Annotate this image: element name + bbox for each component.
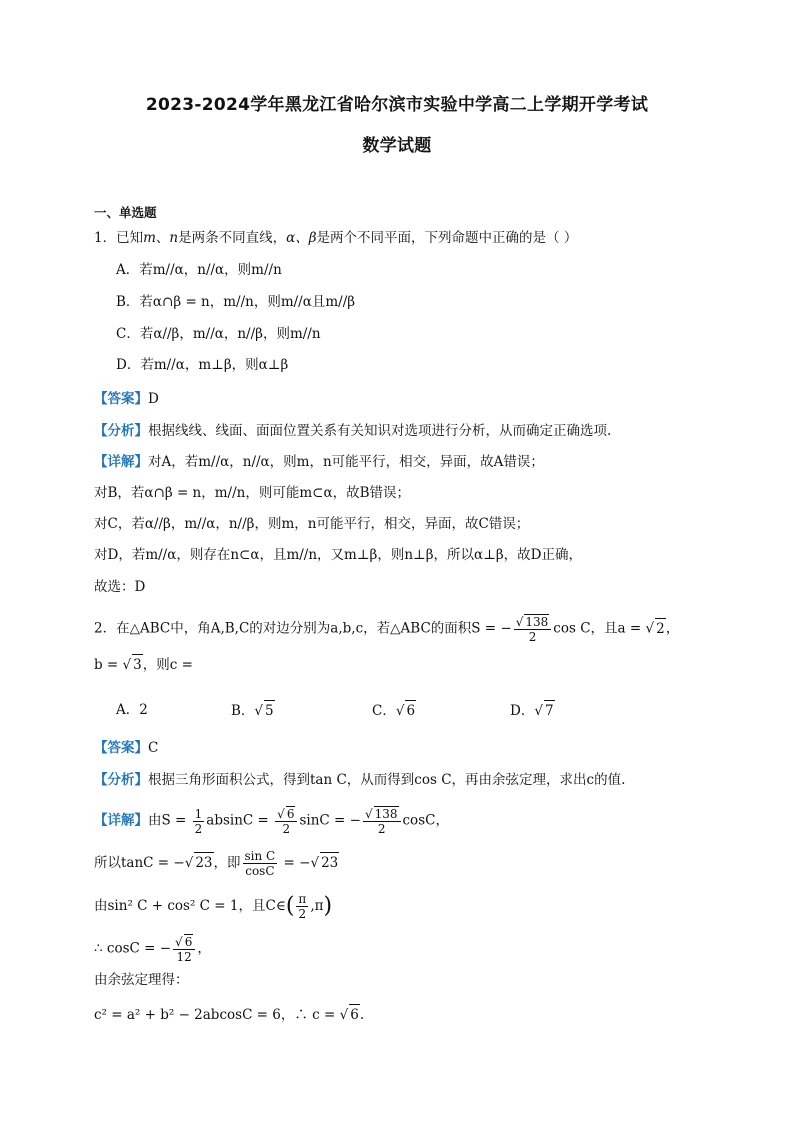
analysis-tag: 【分析】 — [94, 772, 148, 788]
q2-stem: 2．在△ABC中，角A,B,C的对边分别为a,b,c，若△ABC的面积S = − $\frac{√ 138}{2}$ cos C，且a = √ 2， — [94, 615, 680, 644]
q1-analysis — [94, 421, 611, 441]
q1-detail-3: 对C，若α//β，m//α，n//β，则m，n可能平行，相交，异面，故C错误； — [94, 516, 530, 532]
option-label: D． — [510, 703, 535, 719]
q2-stem-part: ， — [665, 620, 680, 637]
frac-numerator: 138 — [525, 615, 549, 629]
q1-option-c: C．若α//β，m//α，n//β，则m//n — [116, 326, 321, 342]
q2-detail-4 — [94, 934, 211, 964]
detail-text: absinC = — [206, 812, 274, 829]
option-label: B． — [231, 703, 255, 719]
answer-value: D — [148, 391, 159, 407]
frac-denominator: cosC — [245, 864, 275, 878]
detail-text: ， — [197, 940, 211, 957]
frac-numerator: 138 — [374, 807, 398, 821]
detail-text: = − — [279, 855, 311, 871]
detail-text: 由sin² C + cos² C = 1，且C∈ — [94, 898, 286, 914]
radicand: 23 — [320, 852, 339, 873]
frac-denominator: 12 — [176, 950, 192, 964]
radicand: 23 — [194, 852, 213, 873]
detail-text: ,π — [310, 898, 324, 914]
q1-stem-part: 是两条不同直线， — [178, 230, 287, 246]
detail-text: 所以tanC = − — [94, 855, 185, 871]
fraction: $\frac{√ 6}{2}$ — [275, 806, 297, 836]
answer-value: C — [148, 740, 159, 756]
detail-text: . — [359, 1007, 365, 1023]
answer-tag: 【答案】 — [94, 391, 148, 407]
q1-stem-part: 1．已知 — [94, 230, 144, 246]
detail-text: sinC = − — [299, 812, 361, 829]
q1-sep: 、 — [155, 230, 170, 246]
q2-area-fraction: $\frac{√ 138}{2}$ — [514, 614, 552, 644]
option-radicand: 5 — [264, 700, 275, 721]
fraction — [296, 892, 308, 921]
q2-b-radicand: 3 — [132, 654, 143, 675]
section-heading: 一、单选题 — [94, 205, 157, 220]
q2-detail-5: 由余弦定理得： — [94, 972, 189, 988]
frac-numerator: sin C — [244, 849, 276, 863]
q1-var-m: m — [143, 230, 156, 246]
q2-a-radicand: 2 — [655, 618, 666, 639]
q2-detail-2: 所以tanC = −√ 23，即 $\frac{\text{sin C}}{\cos C}$ = −√ 23 — [94, 849, 339, 878]
q2-stem-part: b = — [94, 657, 123, 673]
q1-detail-1 — [94, 452, 544, 472]
q2-option-c: C．√ 6 — [372, 700, 416, 721]
q2-detail-3: 由sin² C + cos² C = 1，且C∈( $\frac{\pi}{2}$ ,π) — [94, 892, 333, 921]
q2-stem-line2: b = √ 3，则c = — [94, 654, 193, 675]
q2-analysis — [94, 770, 625, 790]
q1-stem — [94, 228, 577, 248]
q1-stem-part: 是两个不同平面，下列命题中正确的是（ ） — [316, 230, 578, 246]
radicand: 6 — [349, 1004, 360, 1025]
q2-stem-part: 2．在△ABC中，角A,B,C的对边分别为a,b,c，若△ABC的面积S = − — [94, 620, 512, 637]
frac-denominator: 2 — [282, 822, 291, 836]
detail-tag: 【详解】 — [94, 812, 148, 829]
q1-detail-2: 对B，若α∩β = n，m//n，则可能m⊂α，故B错误； — [94, 485, 410, 501]
fraction: $\frac{√ 6}{12}$ — [173, 934, 195, 964]
q1-detail-5: 故选：D — [94, 579, 146, 595]
frac-numerator: 1 — [194, 806, 203, 821]
detail-tag: 【详解】 — [94, 454, 148, 470]
q2-stem-part: ，则c = — [142, 657, 193, 673]
document-subtitle: 数学试题 — [362, 136, 432, 156]
option-radicand: 6 — [405, 700, 416, 721]
detail-text: c² = a² + b² − 2abcosC = 6，∴ c = — [94, 1007, 340, 1023]
q2-option-a: A．2 — [116, 702, 148, 718]
q1-detail-4: 对D，若m//α，则存在n⊂α，且m//n，又m⊥β，则n⊥β，所以α⊥β，故D正确， — [94, 547, 582, 563]
fraction — [193, 807, 205, 836]
q1-option-d: D．若m//α，m⊥β，则α⊥β — [116, 357, 289, 373]
q1-var-planes: α、β — [286, 230, 317, 246]
detail-text: cosC， — [402, 812, 449, 829]
q1-answer — [94, 389, 159, 409]
frac-denominator: 2 — [528, 630, 537, 644]
detail-text: ∴ cosC = − — [94, 940, 172, 957]
q2-option-b: B．√ 5 — [231, 700, 275, 721]
frac-denominator: 2 — [377, 822, 386, 836]
fraction: $\frac{√ 138}{2}$ — [363, 806, 401, 836]
frac-numerator: π — [298, 892, 307, 906]
frac-denominator: 2 — [194, 821, 203, 836]
detail-text: 由S = — [148, 812, 191, 829]
frac-denominator: 2 — [298, 907, 307, 921]
analysis-text: 根据线线、线面、面面位置关系有关知识对选项进行分析，从而确定正确选项. — [148, 423, 612, 439]
q1-option-a: A．若m//α，n//α，则m//n — [116, 262, 282, 278]
option-label: C． — [372, 703, 396, 719]
q2-detail-1 — [94, 806, 449, 836]
document-title: 2023-2024学年黑龙江省哈尔滨市实验中学高二上学期开学考试 — [145, 95, 649, 115]
detail-text: ，即 — [213, 855, 241, 871]
analysis-text: 根据三角形面积公式，得到tan C，从而得到cos C，再由余弦定理，求出c的值. — [148, 772, 626, 788]
q2-detail-6: c² = a² + b² − 2abcosC = 6，∴ c = √ 6. — [94, 1004, 364, 1025]
frac-numerator: 6 — [184, 935, 193, 949]
option-radicand: 7 — [544, 700, 555, 721]
fraction — [243, 849, 278, 878]
q2-stem-part: cos C，且a = — [553, 620, 646, 637]
answer-tag: 【答案】 — [94, 740, 148, 756]
detail-text: 对A，若m//α，n//α，则m，n可能平行，相交，异面，故A错误； — [148, 454, 544, 470]
q1-var-n: n — [169, 230, 179, 246]
q2-option-d: D．√ 7 — [510, 700, 555, 721]
analysis-tag: 【分析】 — [94, 423, 148, 439]
q2-answer — [94, 738, 158, 758]
frac-numerator: 6 — [286, 807, 295, 821]
q1-option-b: B．若α∩β = n，m//n，则m//α且m//β — [116, 294, 356, 310]
